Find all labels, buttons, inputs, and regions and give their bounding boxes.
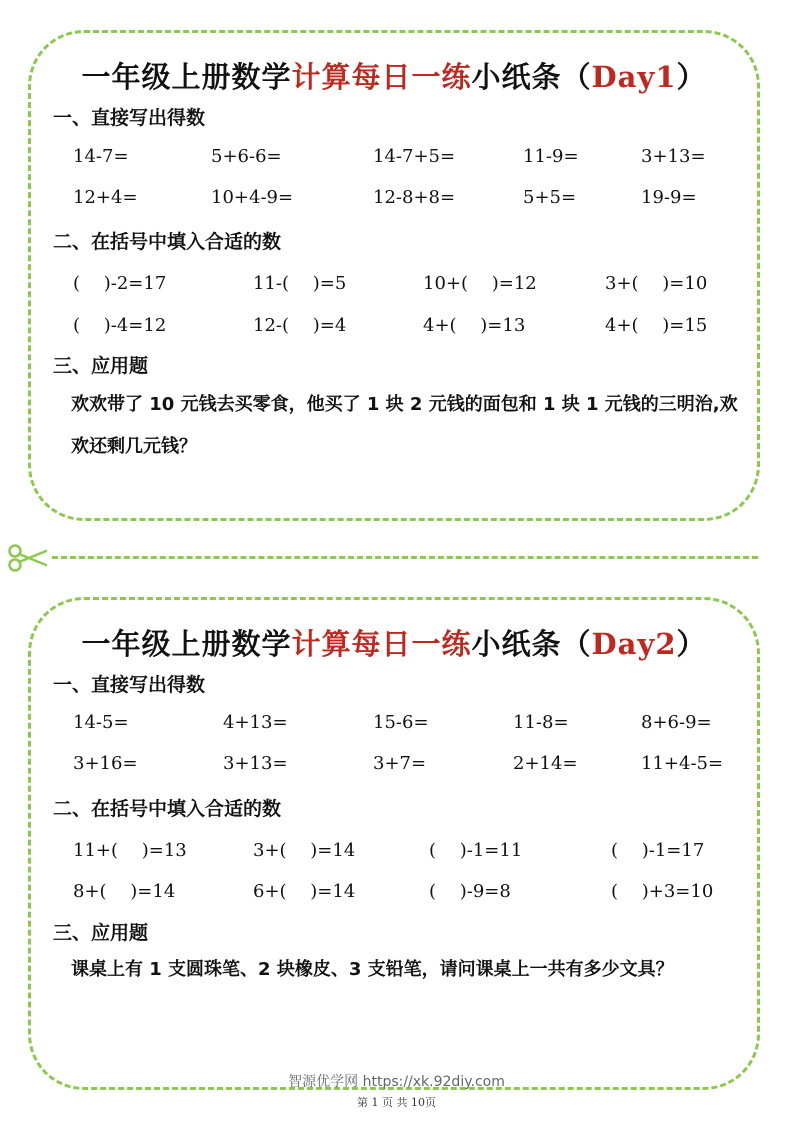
equation: 11-8= (513, 712, 569, 733)
equation: 14-7+5= (373, 146, 456, 167)
title-day: Day2 (591, 627, 677, 661)
title-highlight: 计算每日一练 (291, 627, 472, 661)
section-heading-fill: 二、在括号中填入合适的数 (53, 231, 282, 253)
equation: 3+13= (223, 753, 288, 774)
equation: 4+13= (223, 712, 288, 733)
equation: 3+7= (373, 753, 427, 774)
fill-blank: 3+( )=10 (605, 273, 708, 294)
title-part: 小纸条（ (471, 627, 592, 661)
card-title (31, 55, 757, 96)
watermark-footer: 智源优学网 https://xk.92diy.com (288, 1074, 505, 1090)
fill-blank: ( )-2=17 (73, 273, 167, 294)
fill-blank: ( )-1=17 (611, 840, 705, 861)
title-part: ） (676, 60, 707, 94)
equation: 19-9= (641, 187, 697, 208)
fill-blank: 12-( )=4 (253, 315, 347, 336)
section-heading-word-problem: 三、应用题 (53, 922, 149, 944)
fill-blank: 3+( )=14 (253, 840, 356, 861)
fill-blank: 8+( )=14 (73, 881, 176, 902)
fill-blank: ( )+3=10 (611, 881, 714, 902)
section-heading-direct: 一、直接写出得数 (53, 674, 206, 696)
equation: 10+4-9= (211, 187, 294, 208)
fill-blank: 4+( )=15 (605, 315, 708, 336)
fill-blank: 11+( )=13 (73, 840, 187, 861)
title-part: ） (676, 627, 707, 661)
fill-blank: 10+( )=12 (423, 273, 537, 294)
equation: 8+6-9= (641, 712, 712, 733)
equation: 5+6-6= (211, 146, 282, 167)
title-part: 一年级上册数学 (81, 60, 292, 94)
scissors-icon (6, 543, 50, 573)
fill-blank: 11-( )=5 (253, 273, 347, 294)
section-heading-direct: 一、直接写出得数 (53, 107, 206, 129)
equation: 11+4-5= (641, 753, 724, 774)
practice-card-day1 (28, 30, 760, 521)
equation: 12+4= (73, 187, 138, 208)
equation: 3+16= (73, 753, 138, 774)
fill-blank: ( )-4=12 (73, 315, 167, 336)
title-part: 一年级上册数学 (81, 627, 292, 661)
equation: 14-7= (73, 146, 129, 167)
equation: 14-5= (73, 712, 129, 733)
fill-blank: 4+( )=13 (423, 315, 526, 336)
equation: 11-9= (523, 146, 579, 167)
equation: 12-8+8= (373, 187, 456, 208)
practice-card-day2 (28, 597, 760, 1090)
cut-line (52, 556, 758, 559)
fill-blank: 6+( )=14 (253, 881, 356, 902)
equation: 3+13= (641, 146, 706, 167)
page-number: 第 1 页 共 10页 (357, 1096, 436, 1109)
title-highlight: 计算每日一练 (291, 60, 472, 94)
equation: 2+14= (513, 753, 578, 774)
equation: 15-6= (373, 712, 429, 733)
word-problem: 课桌上有 1 支圆珠笔、2 块橡皮、3 支铅笔，请问课桌上一共有多少文具？ (71, 959, 674, 980)
fill-blank: ( )-9=8 (429, 881, 511, 902)
section-heading-word-problem: 三、应用题 (53, 355, 149, 377)
title-day: Day1 (591, 60, 677, 94)
section-heading-fill: 二、在括号中填入合适的数 (53, 798, 282, 820)
title-part: 小纸条（ (471, 60, 592, 94)
fill-blank: ( )-1=11 (429, 840, 523, 861)
word-problem: 欢欢带了 10 元钱去买零食，他买了 1 块 2 元钱的面包和 1 块 1 元钱的三明治,欢欢还剩几元钱？ (71, 394, 738, 457)
card-title (31, 622, 757, 663)
equation: 5+5= (523, 187, 577, 208)
